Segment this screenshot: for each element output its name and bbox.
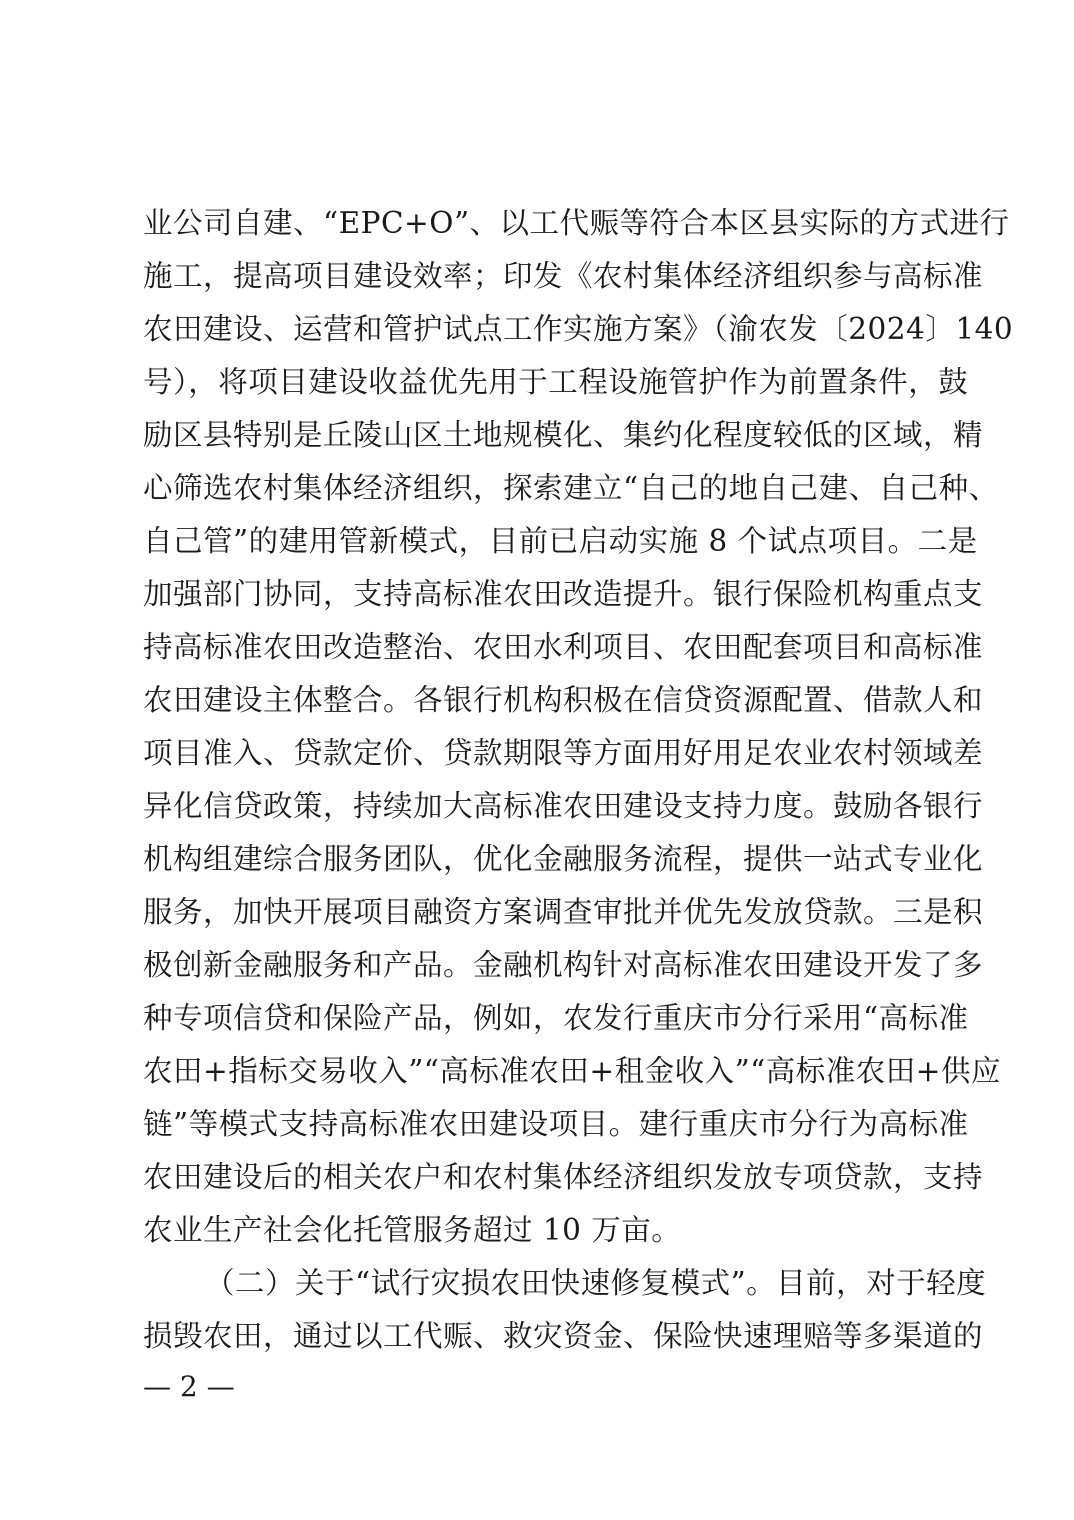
- page-number: — 2 —: [143, 1370, 235, 1403]
- text-line: 种专项信贷和保险产品，例如，农发行重庆市分行采用“高标准: [143, 1001, 969, 1035]
- text-line: 极创新金融服务和产品。金融机构针对高标准农田建设开发了多: [143, 948, 984, 982]
- text-line: 农田建设主体整合。各银行机构积极在信贷资源配置、借款人和: [143, 683, 984, 717]
- section-heading-line: （二）关于“试行灾损农田快速修复模式”。目前，对于轻度: [205, 1266, 987, 1300]
- text-line: 自己管”的建用管新模式，目前已启动实施 8 个试点项目。二是: [143, 524, 978, 558]
- text-line: 加强部门协同，支持高标准农田改造提升。银行保险机构重点支: [143, 577, 984, 611]
- text-line: 损毁农田，通过以工代赈、救灾资金、保险快速理赔等多渠道的: [143, 1319, 984, 1353]
- text-line: 持高标准农田改造整治、农田水利项目、农田配套项目和高标准: [143, 630, 984, 664]
- text-line: 农田建设后的相关农户和农村集体经济组织发放专项贷款，支持: [143, 1160, 984, 1194]
- text-line: 机构组建综合服务团队，优化金融服务流程，提供一站式专业化: [143, 842, 984, 876]
- text-line: 励区县特别是丘陵山区土地规模化、集约化程度较低的区域，精: [143, 418, 984, 452]
- document-body: [143, 197, 1014, 1363]
- text-line: 心筛选农村集体经济组织，探索建立“自己的地自己建、自己种、: [143, 471, 999, 505]
- text-line: 异化信贷政策，持续加大高标准农田建设支持力度。鼓励各银行: [143, 789, 984, 823]
- text-line: 施工，提高项目建设效率；印发《农村集体经济组织参与高标准: [143, 259, 984, 293]
- paragraph-end-line: 农业生产社会化托管服务超过 10 万亩。: [143, 1213, 682, 1247]
- text-line: 业公司自建、“EPC+O”、以工代赈等符合本区县实际的方式进行: [143, 206, 1010, 240]
- text-line: 链”等模式支持高标准农田建设项目。建行重庆市分行为高标准: [143, 1107, 969, 1141]
- text-line: 号），将项目建设收益优先用于工程设施管护作为前置条件，鼓: [143, 365, 969, 399]
- text-line: 项目准入、贷款定价、贷款期限等方面用好用足农业农村领域差: [143, 736, 984, 770]
- text-line: 农田建设、运营和管护试点工作实施方案》（渝农发〔2024〕140: [143, 312, 1014, 346]
- text-line: 服务，加快开展项目融资方案调查审批并优先发放贷款。三是积: [143, 895, 984, 929]
- text-line: 农田+指标交易收入”“高标准农田+租金收入”“高标准农田+供应: [143, 1054, 1001, 1088]
